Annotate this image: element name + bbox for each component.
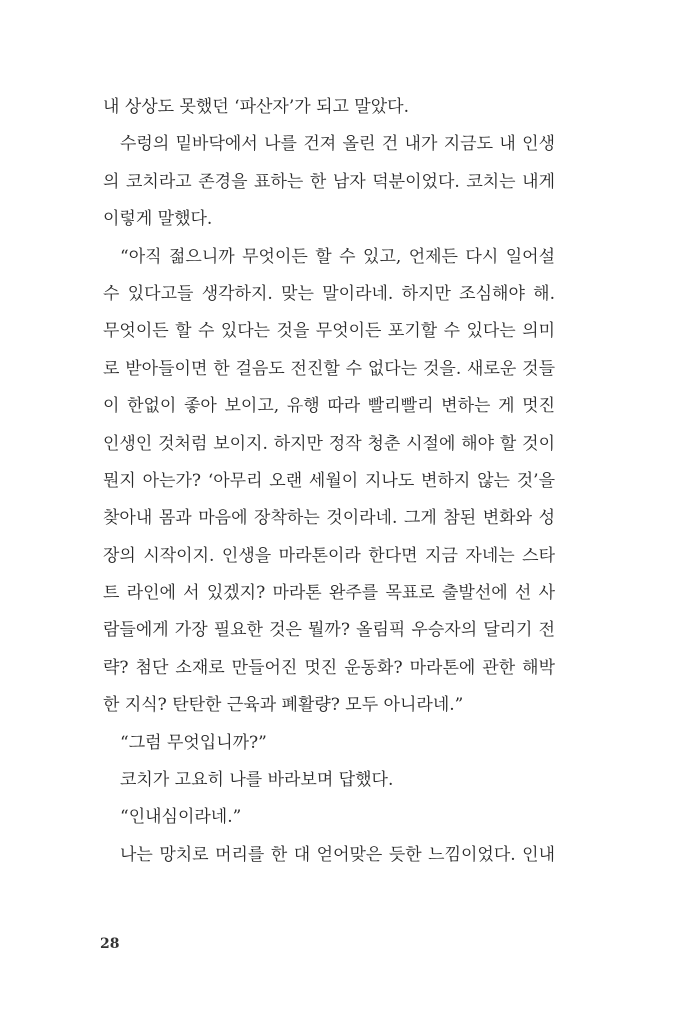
text-line: 찾아내 몸과 마음에 장착하는 것이라네. 그게 참된 변화와 성	[103, 508, 555, 529]
text-line: 이렇게 말했다.	[103, 209, 213, 230]
text-line: 인생인 것처럼 보이지. 하지만 정작 청춘 시절에 해야 할 것이	[103, 433, 555, 454]
text-line: 나는 망치로 머리를 한 대 얻어맞은 듯한 느낌이었다. 인내	[120, 844, 555, 865]
text-line: 이 한없이 좋아 보이고, 유행 따라 빨리빨리 변하는 게 멋진	[103, 396, 555, 417]
text-line: 로 받아들이면 한 걸음도 전진할 수 없다는 것을. 새로운 것들	[103, 358, 555, 379]
text-line: 수 있다고들 생각하지. 맞는 말이라네. 하지만 조심해야 해.	[103, 283, 555, 304]
text-line: 의 코치라고 존경을 표하는 한 남자 덕분이었다. 코치는 내게	[103, 171, 555, 192]
text-line: 한 지식? 탄탄한 근육과 폐활량? 모두 아니라네.”	[103, 695, 464, 716]
text-line: 무엇이든 할 수 있다는 것을 무엇이든 포기할 수 있다는 의미	[103, 321, 555, 342]
body-text	[103, 92, 555, 877]
text-line: 코치가 고요히 나를 바라보며 답했다.	[120, 770, 394, 791]
text-line: “인내심이라네.”	[120, 807, 242, 828]
text-line: 내 상상도 못했던 ‘파산자’가 되고 말았다.	[103, 97, 409, 117]
page-number: 28	[100, 936, 120, 952]
text-line: 뭔지 아는가? ‘아무리 오랜 세월이 지나도 변하지 않는 것’을	[103, 470, 555, 491]
text-line: “그럼 무엇입니까?”	[120, 732, 267, 753]
text-line: 장의 시작이지. 인생을 마라톤이라 한다면 지금 자네는 스타	[103, 545, 555, 566]
text-line: 략? 첨단 소재로 만들어진 멋진 운동화? 마라톤에 관한 해박	[103, 657, 555, 678]
text-line: 람들에게 가장 필요한 것은 뭘까? 올림픽 우승자의 달리기 전	[103, 620, 555, 641]
text-line: 수렁의 밑바닥에서 나를 건져 올린 건 내가 지금도 내 인생	[120, 134, 555, 155]
text-line: “아직 젊으니까 무엇이든 할 수 있고, 언제든 다시 일어설	[120, 246, 555, 267]
text-line: 트 라인에 서 있겠지? 마라톤 완주를 목표로 출발선에 선 사	[103, 583, 555, 604]
